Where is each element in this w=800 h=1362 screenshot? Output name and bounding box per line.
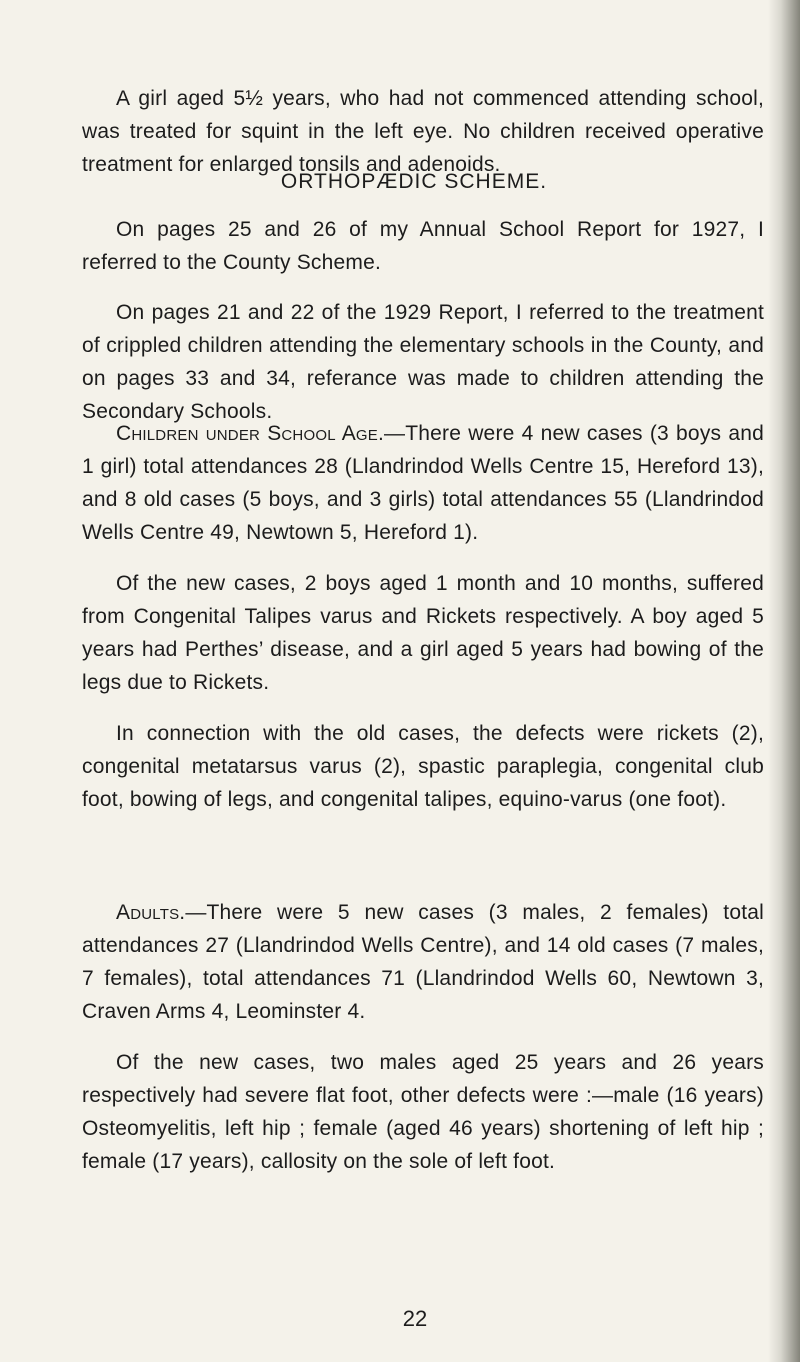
under-age-paragraph-1 [82, 417, 764, 549]
under-age-paragraph-2: Of the new cases, 2 boys aged 1 month and 10 months, suffered from Congenital Talipes varus and Rickets respectively. A boy aged 5 years had Perthes’ disease, and a girl aged 5 years had bowing of the legs due to Rickets. [82, 572, 764, 694]
under-age-paragraph-1-text: —There were 4 new cases (3 boys and 1 girl) total attendances 28 (Llandrindod Wells Centre 15, Hereford 13), and 8 old cases (5 boys, and 3 girls) total attendances 55 (Llandrindod Wells Centre 49, Newtown 5, Hereford 1). [82, 422, 764, 544]
under-age-heading: Children under School Age. [116, 422, 385, 445]
intro-section [82, 82, 764, 181]
page-number: 22 [402, 1306, 428, 1331]
adults-paragraph-2: Of the new cases, two males aged 25 years and 26 years respectively had severe flat foot, other defects were :—male (16 years) Osteomyelitis, left hip ; female (aged 46 years) shortening of left hip ; female (17 years), callosity on the sole of left foot. [82, 1051, 764, 1173]
under-age-section [82, 417, 764, 816]
section-heading: ORTHOPÆDIC SCHEME. [280, 170, 548, 193]
scheme-section [82, 213, 764, 428]
scheme-paragraph-1: On pages 25 and 26 of my Annual School Report for 1927, I referred to the County Scheme. [82, 218, 764, 274]
page-edge-shadow [768, 0, 800, 1362]
under-age-paragraph-3: In connection with the old cases, the defects were rickets (2), congenital metatarsus varus (2), spastic paraplegia, congenital club foot, bowing of legs, and congenital talipes, equino-varus (one foot). [82, 722, 764, 811]
adults-section [82, 896, 764, 1178]
adults-paragraph-1 [82, 896, 764, 1028]
scheme-paragraph-2: On pages 21 and 22 of the 1929 Report, I referred to the treatment of crippled children attending the elementary schools in the County, and on pages 33 and 34, referance was made to children attending the Secondary Schools. [82, 301, 764, 423]
intro-paragraph: A girl aged 5½ years, who had not commenced attending school, was treated for squint in the left eye. No children received operative treatment for enlarged tonsils and adenoids. [82, 87, 764, 176]
adults-paragraph-1-text: —There were 5 new cases (3 males, 2 females) total attendances 27 (Llandrindod Wells Centre), and 14 old cases (7 males, 7 females), total attendances 71 (Llandrindod Wells 60, Newtown 3, Craven Arms 4, Leominster 4. [82, 901, 764, 1023]
adults-heading: Adults. [116, 901, 186, 924]
